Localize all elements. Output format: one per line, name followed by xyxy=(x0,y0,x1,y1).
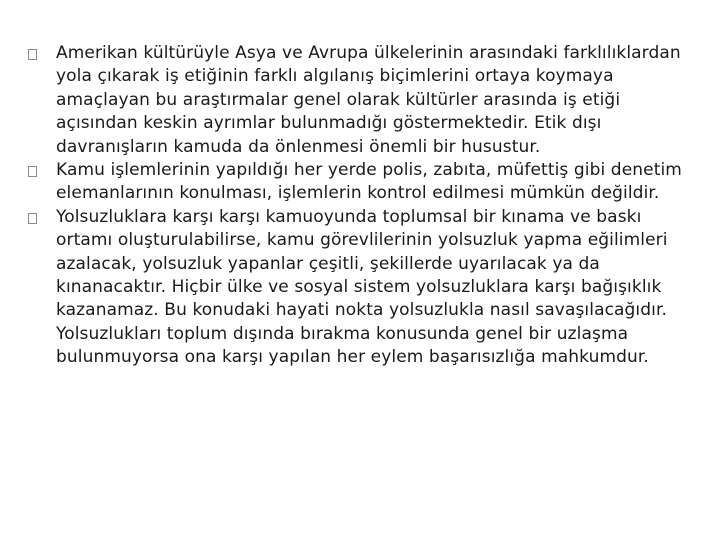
bullet-text-1: Amerikan kültürüyle Asya ve Avrupa ülkelerinin arasındaki farklılıklardan yola çıkarak iş etiğinin farklı algılanış biçimlerini ortaya koymaya amaçlayan bu araştırmalar genel olarak kültürler arasında iş etiği açısından keskin ayrımlar bulunmadığı göstermektedir. Etik dışı davranışların kamuda da önlenmesi önemli bir husustur. xyxy=(56,43,681,157)
square-bullet-icon xyxy=(28,213,37,224)
bullet-list xyxy=(28,42,696,370)
bullet-item-3 xyxy=(28,206,696,370)
bullet-item-1 xyxy=(28,42,696,159)
bullet-item-2 xyxy=(28,159,696,206)
square-bullet-icon xyxy=(28,49,37,60)
bullet-text-3: Yolsuzluklara karşı karşı kamuoyunda toplumsal bir kınama ve baskı ortamı oluşturulabilirse, kamu görevlilerinin yolsuzluk yapma eğilimleri azalacak, yolsuzluk yapanlar çeşitli, şekillerde uyarılacak ya da kınanacaktır. Hiçbir ülke ve sosyal sistem yolsuzluklara karşı bağışıklık kazanamaz. Bu konudaki hayati nokta yolsuzlukla nasıl savaşılacağıdır. Yolsuzlukları toplum dışında bırakma konusunda genel bir uzlaşma bulunmuyorsa ona karşı yapılan her eylem başarısızlığa mahkumdur. xyxy=(56,206,668,368)
square-bullet-icon xyxy=(28,166,37,177)
bullet-text-2: Kamu işlemlerinin yapıldığı her yerde polis, zabıta, müfettiş gibi denetim elemanlarının konulması, işlemlerin kontrol edilmesi mümkün değildir. xyxy=(56,160,682,204)
